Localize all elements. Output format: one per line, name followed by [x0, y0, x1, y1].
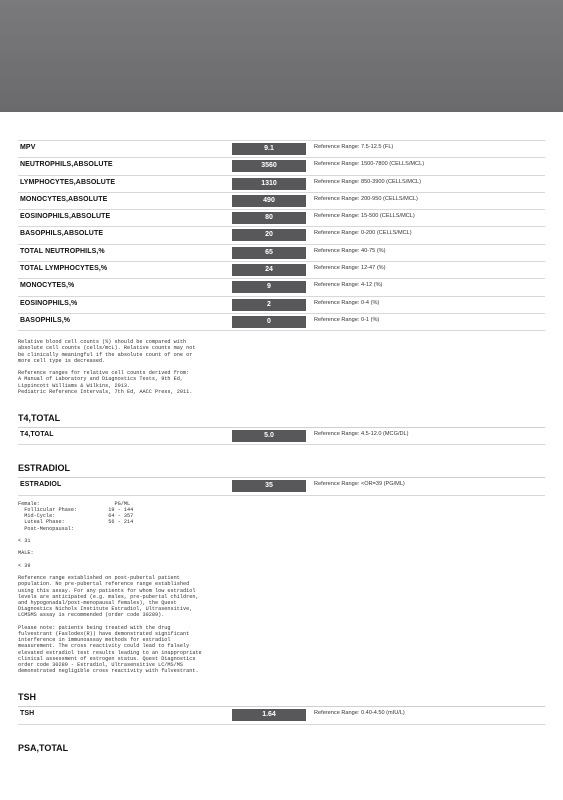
result-row — [18, 158, 545, 175]
test-name: ESTRADIOL — [20, 481, 62, 489]
result-row — [18, 227, 545, 244]
report-content — [0, 112, 563, 757]
reference-range: Reference Range: 0-4 (%) — [314, 299, 380, 306]
section-title-psa: PSA,TOTAL — [18, 742, 69, 753]
test-name: BASOPHILS,% — [20, 316, 71, 324]
result-row — [18, 262, 545, 279]
reference-range: Reference Range: 850-3900 (CELLS/MCL) — [314, 178, 421, 185]
result-value: 9.1 — [232, 143, 306, 155]
reference-range: Reference Range: 12-47 (%) — [314, 265, 386, 272]
result-row-estradiol — [18, 478, 545, 495]
result-row — [18, 176, 545, 193]
reference-range: Reference Range: <OR=39 (PG/ML) — [314, 481, 405, 488]
result-value: 5.0 — [232, 430, 306, 442]
test-name: MONOCYTES,ABSOLUTE — [20, 195, 108, 203]
spacer — [18, 112, 545, 141]
test-name: TOTAL LYMPHOCYTES,% — [20, 265, 108, 273]
result-row-tsh — [18, 707, 545, 724]
result-row-t4 — [18, 428, 545, 445]
section-title-estradiol: ESTRADIOL — [18, 453, 545, 478]
reference-range: Reference Range: 200-950 (CELLS/MCL) — [314, 195, 418, 202]
estradiol-footnote: Female: PG/ML Follicular Phase: 19 - 144 Mid-Cycle: 64 - 357 Luteal Phase: 56 - 214 Post-Menopausal: < 31 MALE: < 39 Reference range established on post-pubertal patient population. No pre-pubertal reference range established using this assay. For any patients for whom low estradiol levels are anticipated (e.g. males, pre-pubertal children, and hypogonadal/post-menopausal females), the Quest Diagnostics Nichols Institute Estradiol, Ultrasensitive, LCMSMS assay is recommended (order code 30289). Please note: patients being treated with the drug fulvestrant (Faslodex(R)) have demonstrated significant interference in immunoassay methods for estradiol measurement. The cross reactivity could lead to falsely elevated estradiol test results leading to an inappropriate clinical assessment of estrogen status. Quest Diagnostics order code 30289 - Estradiol, Ultrasensitive LC/MS/MS demonstrated negligible cross reactivity with fulvestrant. — [18, 500, 202, 675]
test-name: MPV — [20, 144, 36, 151]
result-row — [18, 193, 545, 210]
cbc-results-table — [18, 141, 545, 331]
result-value: 65 — [232, 247, 306, 259]
test-name: EOSINOPHILS,% — [20, 299, 78, 307]
result-row — [18, 297, 545, 314]
reference-range: Reference Range: 40-75 (%) — [314, 247, 386, 254]
cbc-footnote: Relative blood cell counts (%) should be compared with absolute cell counts (cells/mcL). Relative counts may not be clinically meaningful if the absolute count of one or more cell type is decreased. Reference ranges for relative cell counts derived from: A Manual of Laboratory and Diagnostics Tests, 9th Ed, Lippincott Williams & Wilkins, 2013. Pediatric Reference Intervals, 7th Ed, AACC Press, 2011. — [18, 339, 196, 395]
test-name: LYMPHOCYTES,ABSOLUTE — [20, 178, 116, 186]
test-name: EOSINOPHILS,ABSOLUTE — [20, 213, 111, 221]
section-title-t4: T4,TOTAL — [18, 403, 545, 428]
result-value: 490 — [232, 195, 306, 207]
test-name: NEUTROPHILS,ABSOLUTE — [20, 161, 113, 169]
result-row — [18, 279, 545, 296]
reference-range: Reference Range: 15-500 (CELLS/MCL) — [314, 213, 415, 220]
reference-range: Reference Range: 4-12 (%) — [314, 282, 383, 289]
reference-range: Reference Range: 1500-7800 (CELLS/MCL) — [314, 161, 425, 168]
result-value: 2 — [232, 299, 306, 311]
reference-range: Reference Range: 0-200 (CELLS/MCL) — [314, 230, 412, 237]
test-name: T4,TOTAL — [20, 431, 54, 439]
result-value: 80 — [232, 212, 306, 224]
result-row — [18, 314, 545, 331]
result-value: 35 — [232, 480, 306, 492]
result-value: 24 — [232, 264, 306, 276]
result-row — [18, 245, 545, 262]
result-value: 1310 — [232, 178, 306, 190]
reference-range: Reference Range: 4.5-12.0 (MCG/DL) — [314, 431, 409, 438]
section-title-tsh: TSH — [18, 682, 545, 707]
test-name: TSH — [20, 710, 35, 718]
reference-range: Reference Range: 0-1 (%) — [314, 316, 380, 323]
test-name: MONOCYTES,% — [20, 282, 75, 290]
result-row — [18, 141, 545, 158]
result-value: 20 — [232, 229, 306, 241]
viewer-top-bar — [0, 0, 563, 112]
result-value: 1.64 — [232, 709, 306, 721]
reference-range: Reference Range: 7.5-12.5 (FL) — [314, 144, 394, 150]
test-name: BASOPHILS,ABSOLUTE — [20, 230, 104, 238]
result-value: 9 — [232, 281, 306, 293]
reference-range: Reference Range: 0.40-4.50 (mIU/L) — [314, 710, 405, 717]
result-row — [18, 210, 545, 227]
test-name: TOTAL NEUTROPHILS,% — [20, 247, 105, 255]
result-value: 0 — [232, 316, 306, 328]
result-value: 3560 — [232, 160, 306, 172]
